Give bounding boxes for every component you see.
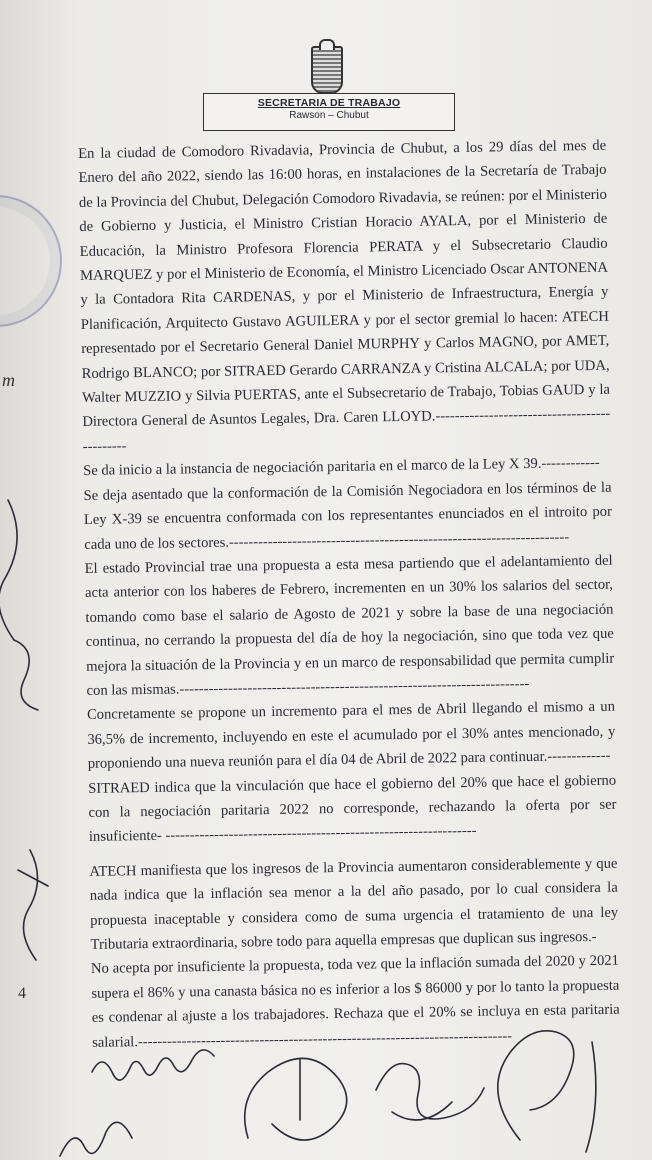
- signature-1: [92, 1050, 214, 1080]
- paragraph-comision: Se deja asentado que la conformación de la Comisión Negociadora en los términos de la Ley X-39 se encuentra conformada con los representantes enunciados en el introito por cada uno de los sectores.----------------------------------------------------------------------: [83, 479, 612, 553]
- paragraph-incremento-abril: Concretamente se propone un incremento para el mes de Abril llegando el mismo a un 36,5% de incremento, incluyendo en este el acumulado por el 30% antes mencionado, y proponiendo una nueva reunión para el día 04 de Abril de 2022 para continuar.-------------: [86, 698, 616, 773]
- paragraph-atech-rechazo: No acepta por insuficiente la propuesta, toda vez que la inflación sumada del 2020 y 2021 supera el 86% y una canasta básica no es inferior a los $ 86000 y por lo tanto la propuesta es condenar al ajuste a los trabajadores. Rechaza que el 20% se incluya en esta paritaria salarial.-----------------------------------------------------------------------------: [90, 953, 620, 1051]
- margin-handwritten-number: 4: [18, 985, 26, 1002]
- paragraph-sitraed: SITRAED indica que la vinculación que hace el gobierno del 20% que hace el gobierno con la negociación paritaria 2022 no corresponde, rechazando la oferta por ser insuficiente- ----------------------------------------------------------------: [88, 772, 617, 846]
- letterhead-title: SECRETARIA DE TRABAJO: [257, 97, 401, 109]
- letterhead-subtitle: Rawson – Chubut: [289, 110, 369, 121]
- signature-5: [60, 1122, 132, 1156]
- signature-2: [245, 1058, 347, 1140]
- paragraph-propuesta-provincial: El estado Provincial trae una propuesta a esta mesa partiendo que el adelantamiento del acta anterior con los haberes de Febrero, incrementen en un 30% los salarios del sector, tomando como base el salario de Agosto de 2021 y sobre la base de una negociación continua, no cerrando la propuesta del día de hoy la negociación, sino que toda vez que mejora la situación de la Provincia y en un marco de responsabilidad que permita cumplir con las mismas.------------------------------------------------------------------------: [84, 552, 615, 699]
- margin-handwritten-note: m: [2, 370, 15, 390]
- paragraph-introito: En la ciudad de Comodoro Rivadavia, Provincia de Chubut, a los 29 días del mes de Enero del año 2022, siendo las 16:00 horas, en instalaciones de la Secretaría de Trabajo de la Provincia del Chubut, Delegación Comodoro Rivadavia, se reúnen: por el Ministerio de Gobierno y Justicia, el Ministro Cristian Horacio AYALA, por el Ministerio de Educación, la Ministro Profesora Florencia PERATA y el Subsecretario Claudio MARQUEZ y por el Ministerio de Economía, el Ministro Licenciado Oscar ANTONENA y la Contadora Rita CARDENAS, y por el Ministerio de Infraestructura, Energía y Planificación, Arquitecto Gustavo AGUILERA y por el sector gremial lo hacen: ATECH representado por el Secretario General Daniel MURPHY y Carlos MAGNO, por AMET, Rodrigo BLANCO; por SITRAED Gerardo CARRANZA y Cristina ALCALA; por UDA, Walter MUZZIO y Silvia PUERTAS, ante el Subsecretario de Trabajo, Tobias GAUD y la Directora General de Asuntos Legales, Dra. Caren LLOYD.---------------------------------------------: [78, 137, 611, 455]
- margin-stroke-1: [0, 500, 17, 640]
- margin-stroke-2: [14, 640, 38, 710]
- paragraph-atech: ATECH manifiesta que los ingresos de la Provincia aumentaron considerablemente y que nada indica que la inflación sea menor a la del año pasado, por lo cual considera la propuesta inaceptable y considera como de suma urgencia el tratamiento de una ley Tributaria extraordinaria, sobre todo para aquella empresas que duplican sus ingresos.-: [89, 855, 619, 953]
- signature-3: [376, 1064, 484, 1120]
- margin-stroke-3: [18, 850, 48, 960]
- paragraph-inicio: Se da inicio a la instancia de negociación paritaria en el marco de la Ley X 39.------------: [83, 455, 600, 480]
- signature-4: [498, 1031, 596, 1152]
